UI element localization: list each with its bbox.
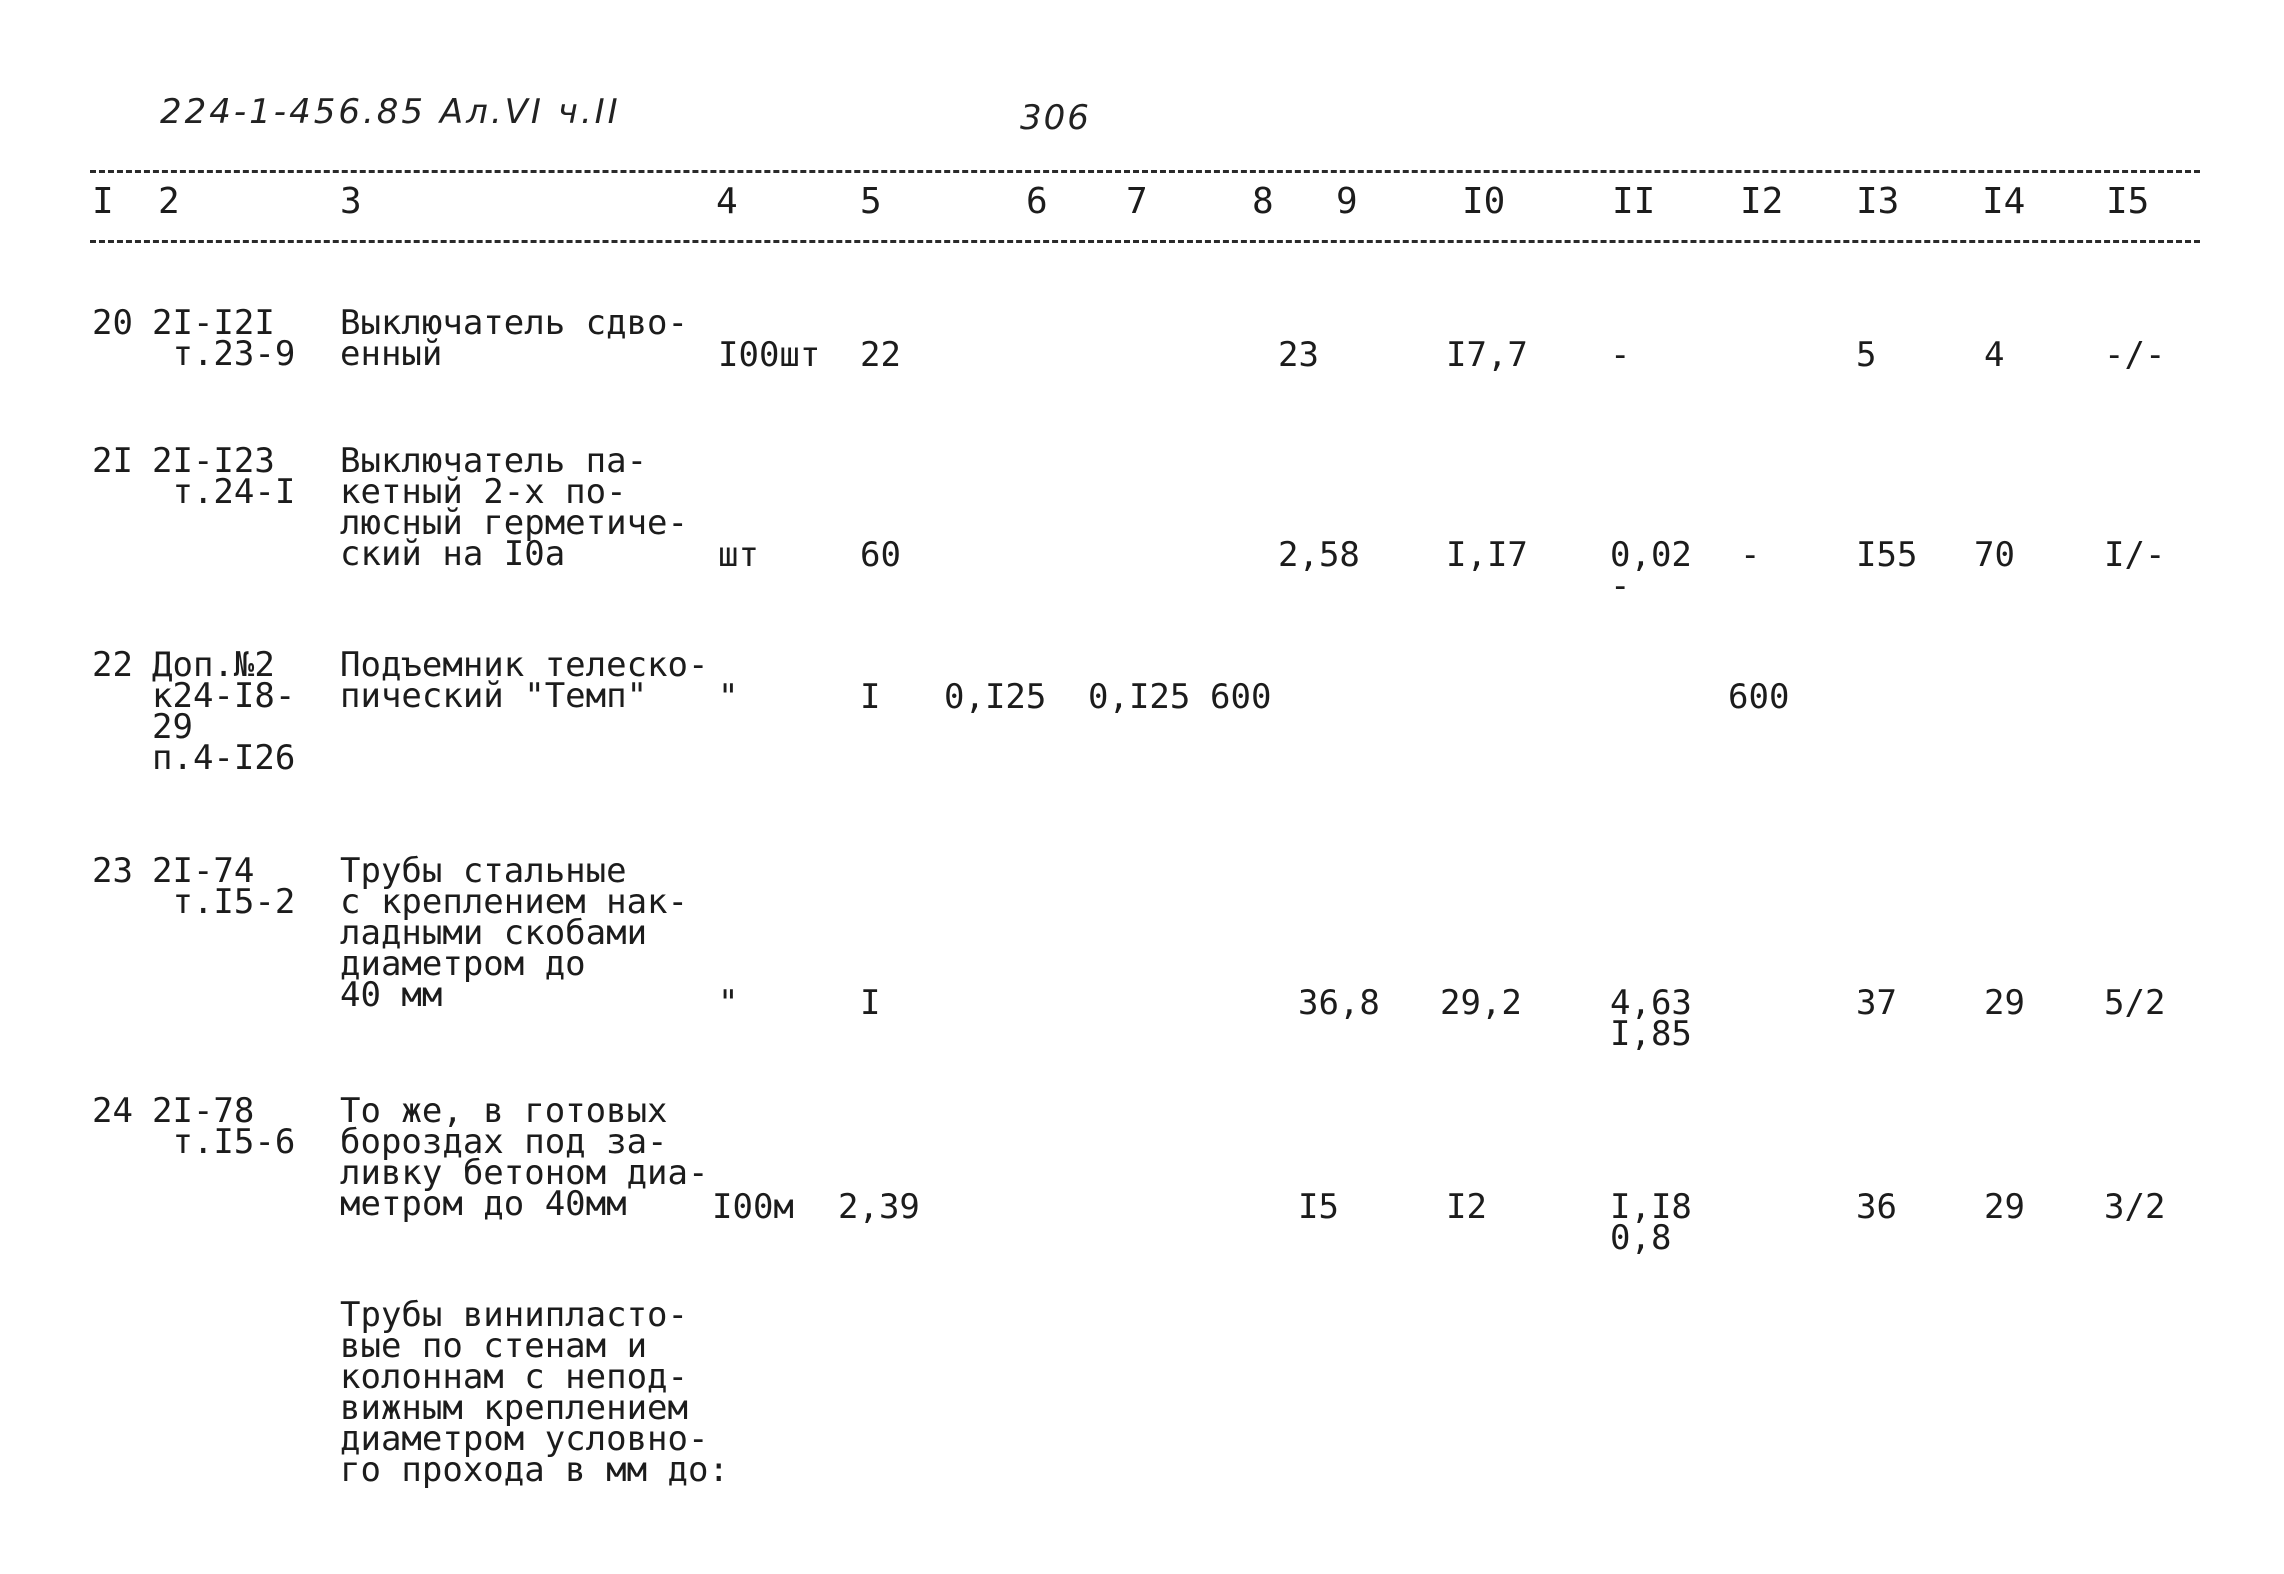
row-col15: -/- <box>2104 335 2166 375</box>
row-col13: 37 <box>1856 983 1897 1023</box>
row-col11: 4,63 I,85 <box>1610 983 1692 1054</box>
row-col13: I55 <box>1856 535 1918 575</box>
column-number: I2 <box>1740 181 1784 222</box>
row-code: 2I-74 т.I5-2 <box>152 851 296 922</box>
row-col15: 5/2 <box>2104 983 2166 1023</box>
row-col10: I,I7 <box>1446 535 1528 575</box>
row-name: Выключатель па- кетный 2-х по- люсный герметиче- ский на I0а <box>340 441 688 574</box>
document-code: 224-1-456.85 Ал.VI ч.II <box>160 92 621 132</box>
row-col15: I/- <box>2104 535 2166 575</box>
row-number: 24 <box>92 1091 133 1131</box>
row-col11: I,I8 0,8 <box>1610 1187 1692 1258</box>
column-number: 3 <box>340 181 362 222</box>
row-col5: 2,39 <box>838 1187 920 1227</box>
row-number: 20 <box>92 303 133 343</box>
column-number: 2 <box>158 181 180 222</box>
column-number: I5 <box>2106 181 2150 222</box>
row-col5: I <box>860 677 881 717</box>
row-col12: - <box>1740 535 1761 575</box>
row-col10: I2 <box>1446 1187 1487 1227</box>
row-number: 2I <box>92 441 133 481</box>
row-col5: 22 <box>860 335 901 375</box>
column-number: 6 <box>1026 181 1048 222</box>
row-code: 2I-78 т.I5-6 <box>152 1091 296 1162</box>
row-code: 2I-I2I т.23-9 <box>152 303 296 374</box>
row-col14: 29 <box>1984 1187 2025 1227</box>
column-number: I4 <box>1982 181 2026 222</box>
column-number: II <box>1612 181 1656 222</box>
column-number: 9 <box>1336 181 1358 222</box>
row-code: Доп.№2 к24-I8- 29 п.4-I26 <box>152 645 296 778</box>
row-col10: 29,2 <box>1440 983 1522 1023</box>
row-number: 22 <box>92 645 133 685</box>
row-col11: 0,02 - <box>1610 535 1692 606</box>
row-col6: 0,I25 <box>944 677 1047 717</box>
page-number: 306 <box>1020 98 1091 138</box>
row-col9: 2,58 <box>1278 535 1360 575</box>
row-name: Выключатель сдво- енный <box>340 303 688 374</box>
header-top-rule <box>90 170 2200 173</box>
column-number: I <box>92 181 114 222</box>
row-col5: 60 <box>860 535 901 575</box>
row-col13: 5 <box>1856 335 1877 375</box>
row-col14: 4 <box>1984 335 2005 375</box>
column-number: I3 <box>1856 181 1900 222</box>
row-col15: 3/2 <box>2104 1187 2166 1227</box>
header-bottom-rule <box>90 240 2200 243</box>
row-col5: I <box>860 983 881 1023</box>
column-number: 7 <box>1126 181 1148 222</box>
column-number: 8 <box>1252 181 1274 222</box>
row-col11: - <box>1610 335 1631 375</box>
row-unit: шт <box>718 535 759 575</box>
row-unit: I00шт <box>718 335 821 375</box>
row-col14: 70 <box>1974 535 2015 575</box>
section-note: Трубы винипласто- вые по стенам и колоннам с непод- вижным креплением диаметром условно- го прохода в мм до: <box>340 1295 729 1490</box>
row-col14: 29 <box>1984 983 2025 1023</box>
row-unit: " <box>718 677 739 717</box>
row-col12: 600 <box>1728 677 1790 717</box>
row-name: То же, в готовых бороздах под за- ливку бетоном диа- метром до 40мм <box>340 1091 709 1224</box>
row-unit: I00м <box>712 1187 794 1227</box>
row-col8: 600 <box>1210 677 1272 717</box>
row-col9: 23 <box>1278 335 1319 375</box>
row-col7: 0,I25 <box>1088 677 1191 717</box>
column-number: 5 <box>860 181 882 222</box>
column-number: 4 <box>716 181 738 222</box>
row-name: Трубы стальные с креплением нак- ладными скобами диаметром до 40 мм <box>340 851 688 1015</box>
column-number: I0 <box>1462 181 1506 222</box>
row-col9: I5 <box>1298 1187 1339 1227</box>
row-unit: " <box>718 983 739 1023</box>
row-col10: I7,7 <box>1446 335 1528 375</box>
row-name: Подъемник телеско- пический "Темп" <box>340 645 709 716</box>
row-col9: 36,8 <box>1298 983 1380 1023</box>
row-col13: 36 <box>1856 1187 1897 1227</box>
row-number: 23 <box>92 851 133 891</box>
row-code: 2I-I23 т.24-I <box>152 441 296 512</box>
